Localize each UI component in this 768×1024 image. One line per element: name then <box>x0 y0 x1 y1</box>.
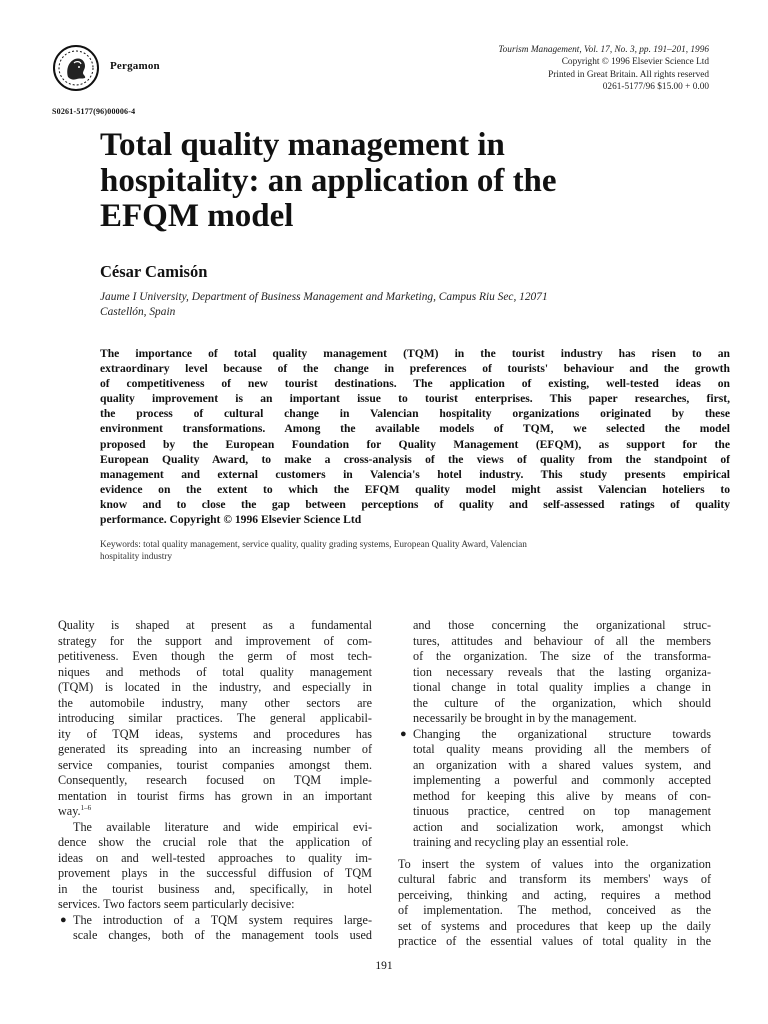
body-line <box>58 851 372 867</box>
body-line <box>398 758 711 774</box>
body-line <box>58 835 372 851</box>
article-doi: S0261-5177(96)00006-4 <box>52 107 136 116</box>
journal-citation <box>498 44 709 94</box>
bullet-line <box>398 727 711 743</box>
body-line <box>58 711 372 727</box>
body-text: dence show the crucial role that the application of <box>58 835 372 849</box>
body-text: way. <box>58 804 81 818</box>
body-line <box>58 696 372 712</box>
body-text: niques and methods of total quality management <box>58 664 372 679</box>
body-text: petitiveness. Even though the germ of most tech- <box>58 649 372 663</box>
affiliation-line: Jaume I University, Department of Business Management and Marketing, Campus Riu Sec, 12071 <box>100 291 548 303</box>
body-line <box>58 758 372 774</box>
body-text: perceiving, thinking and acting, requires a method <box>398 887 711 902</box>
bullet-icon: ● <box>60 913 67 926</box>
body-text: in the tourist business and, specifically, in hotel <box>58 881 372 896</box>
body-text: cultural fabric and transform its members' ways of <box>398 872 711 886</box>
body-line <box>398 773 711 789</box>
body-text: practice of the essential values of total quality in the <box>398 934 711 948</box>
body-column-right <box>398 618 711 950</box>
title-line: Total quality management in <box>100 127 505 163</box>
body-text: of the organization. The size of the transforma- <box>413 649 711 663</box>
abstract-line: evidence on the extent to which the EFQM quality model might assist Valencian hoteliers to <box>100 482 730 496</box>
body-text: total quality means providing all the members of <box>413 742 711 756</box>
keywords <box>100 539 730 563</box>
body-line <box>58 665 372 681</box>
abstract <box>100 346 730 527</box>
body-line <box>398 820 711 836</box>
body-line <box>398 857 711 873</box>
body-line <box>58 680 372 696</box>
abstract-line: performance. Copyright © 1996 Elsevier Science Ltd <box>100 513 362 527</box>
body-text: action and socialization work, amongst which <box>413 819 711 834</box>
body-line <box>398 634 711 650</box>
body-text: Consequently, research focused on TQM imple- <box>58 773 372 787</box>
journal-line: Printed in Great Britain. All rights reserved <box>548 69 709 80</box>
abstract-line: quality improvement is an important issue to tourist enterprises. This paper researches, first, <box>100 392 730 406</box>
body-line <box>58 789 372 805</box>
body-text: strategy for the support and improvement of com- <box>58 633 372 648</box>
abstract-line: environment transformations. Among the available models of TQM, we selected the model <box>100 422 730 436</box>
body-line <box>398 618 711 634</box>
body-line <box>398 919 711 935</box>
body-line <box>58 866 372 882</box>
body-text: introducing similar practices. The general applicabil- <box>58 711 372 725</box>
body-text: (TQM) is located in the industry, and especially in <box>58 680 372 694</box>
abstract-line: The importance of total quality management (TQM) in the tourist industry has risen to an <box>100 347 730 360</box>
body-line <box>58 742 372 758</box>
body-text: services. Two factors seem particularly decisive: <box>58 897 295 911</box>
pergamon-logo <box>52 44 100 92</box>
body-text: tinuous practice, centred on top management <box>413 804 711 818</box>
page-number: 191 <box>375 960 393 972</box>
body-text: The available literature and wide empirical evi- <box>73 819 372 834</box>
body-text: ity of TQM ideas, systems and procedures has <box>58 726 372 741</box>
body-line <box>398 804 711 820</box>
body-text: Changing the organizational structure towards <box>413 726 711 741</box>
body-line <box>398 696 711 712</box>
body-line <box>398 680 711 696</box>
body-text: of implementation. The method, conceived as the <box>398 903 711 917</box>
keywords-line: hospitality industry <box>100 552 173 562</box>
body-line <box>58 928 372 944</box>
body-line <box>398 934 711 950</box>
body-text: generated its spreading into an increasing number of <box>58 742 372 756</box>
journal-line: 0261-5177/96 $15.00 + 0.00 <box>602 82 709 93</box>
body-line <box>398 835 711 851</box>
bullet-icon: ● <box>400 727 407 740</box>
abstract-line: management and external customers in Valencia's hotel industry. This study presents empirical <box>100 467 730 481</box>
journal-line: Copyright © 1996 Elsevier Science Ltd <box>561 57 709 68</box>
body-line <box>58 897 372 913</box>
author-affiliation <box>100 290 660 320</box>
body-line <box>398 665 711 681</box>
body-line <box>398 711 711 727</box>
body-line <box>58 882 372 898</box>
article-title <box>100 128 660 235</box>
body-text: service companies, tourist companies amongst them. <box>58 757 372 772</box>
body-text: method for keeping this alive by means of con- <box>413 788 711 803</box>
keywords-line: Keywords: total quality management, service quality, quality grading systems, European Quality Award, Valencian <box>100 540 527 550</box>
body-line <box>58 727 372 743</box>
affiliation-line: Castellón, Spain <box>100 306 176 318</box>
body-text: and those concerning the organizational struc- <box>413 618 711 632</box>
body-text: an organization with a shared values system, and <box>413 757 711 772</box>
body-line <box>398 789 711 805</box>
abstract-line: the process of cultural change in Valencian hospitality organizations originated by these <box>100 407 730 421</box>
body-text: scale changes, both of the management tools used <box>73 928 372 942</box>
body-line <box>398 649 711 665</box>
body-text: To insert the system of values into the organization <box>398 856 711 871</box>
abstract-line: proposed by the European Foundation for Quality Management (EFQM), as support for the <box>100 437 730 451</box>
body-text: The introduction of a TQM system requires large- <box>73 912 372 927</box>
body-line <box>58 804 372 820</box>
body-line <box>58 634 372 650</box>
body-line <box>58 618 372 634</box>
body-text: Quality is shaped at present as a fundamental <box>58 618 372 632</box>
body-line <box>398 888 711 904</box>
body-line <box>58 649 372 665</box>
body-text: tion necessary reveals that the lasting organiza- <box>413 664 711 679</box>
abstract-line: European Quality Award, to make a cross-analysis of the views of quality from the standpoint of <box>100 452 730 466</box>
body-text: set of systems and procedures that keep up the daily <box>398 918 711 933</box>
bullet-line <box>58 913 372 929</box>
body-column-left <box>58 618 372 944</box>
journal-line: Tourism Management, Vol. 17, No. 3, pp. 191–201, 1996 <box>498 45 709 55</box>
title-line: EFQM model <box>100 198 294 234</box>
body-text: provement plays in the successful diffusion of TQM <box>58 866 372 880</box>
publisher-name: Pergamon <box>110 60 160 72</box>
body-line <box>398 872 711 888</box>
body-text: implementing a powerful and commonly accepted <box>413 773 711 787</box>
title-line: hospitality: an application of the <box>100 162 557 199</box>
body-text: mentation in tourist firms has grown in an important <box>58 788 372 803</box>
body-text: training and recycling play an essential role. <box>413 835 629 849</box>
body-line <box>58 820 372 836</box>
body-text: tures, attitudes and behaviour of all the members <box>413 633 711 648</box>
body-text: the automobile industry, many other sectors are <box>58 695 372 710</box>
author-name: César Camisón <box>100 262 208 281</box>
citation-superscript: 1–6 <box>80 803 92 812</box>
abstract-line: extraordinary level because of the change in preferences of tourists' behaviour and the growth <box>100 362 730 376</box>
abstract-line: know and to close the gap between perceptions of quality and self-assessed ratings of quality <box>100 497 730 511</box>
abstract-line: of competitiveness of new tourist destinations. The application of existing, well-tested ideas on <box>100 377 730 391</box>
body-line <box>398 742 711 758</box>
body-text: tional change in total quality implies a change in <box>413 680 711 694</box>
body-line <box>398 903 711 919</box>
body-text: necessarily be brought in by the management. <box>413 711 637 725</box>
body-text: ideas on and well-tested approaches to quality im- <box>58 850 372 865</box>
body-text: the culture of the organization, which should <box>413 695 711 710</box>
body-line <box>58 773 372 789</box>
